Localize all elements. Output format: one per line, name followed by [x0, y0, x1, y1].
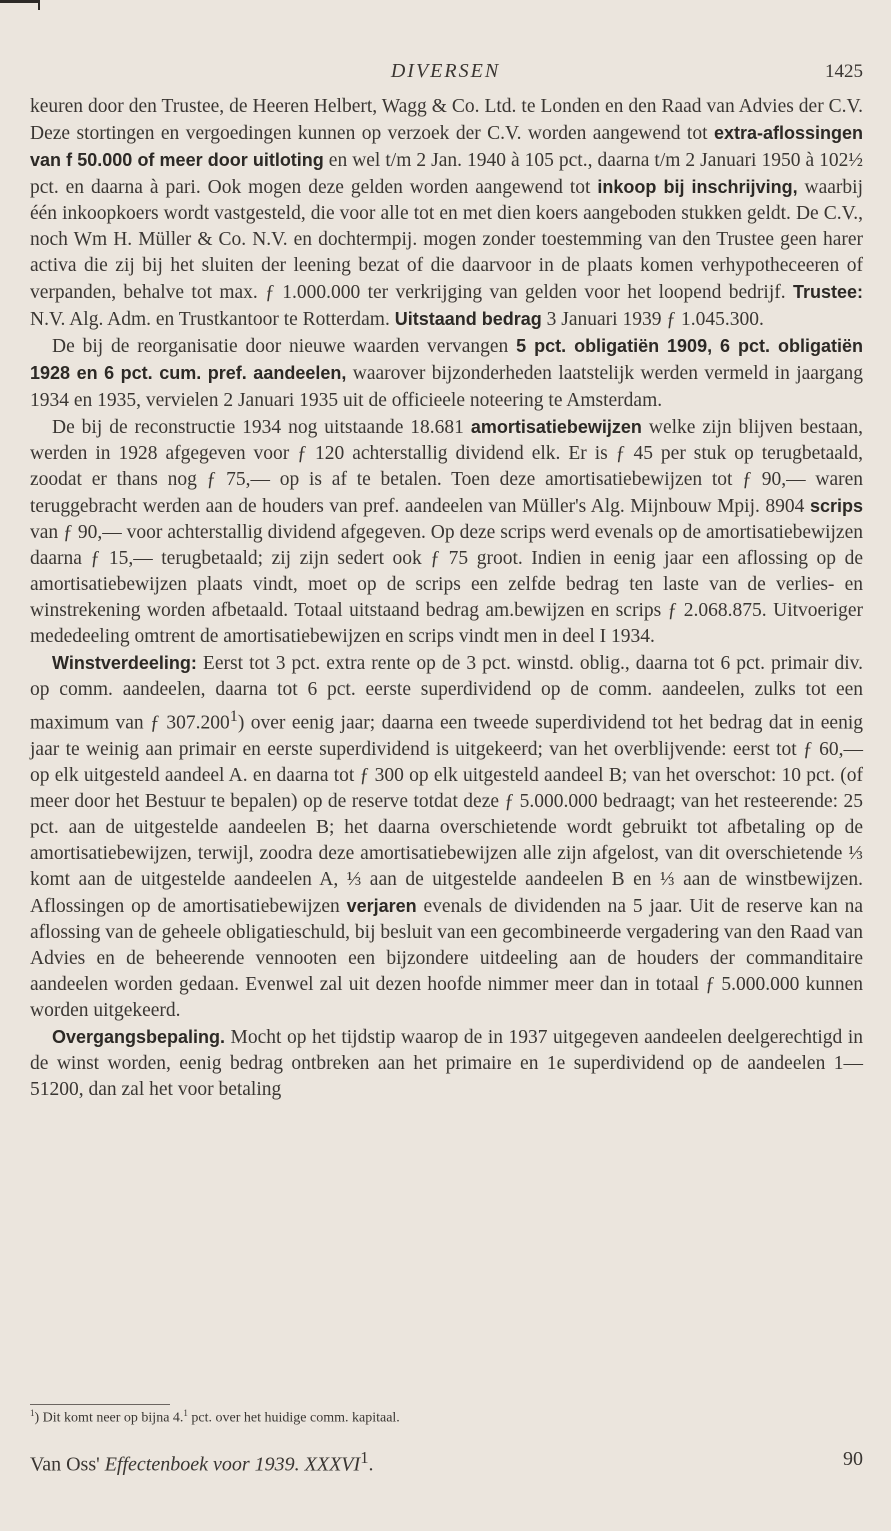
paragraph-overgangsbepaling [30, 1024, 863, 1103]
text-run: ) over eenig jaar; daarna een tweede superdividend tot het bedrag dat in eenig jaar te weinig aan primair en eerste superdividend is uitgekeerd; van het overblijvende: eerst tot ƒ 60,— op elk uitgesteld aandeel A. en daarna tot ƒ 300 op elk uitgesteld aandeel B; van het overschot: 10 pct. (of meer door het Bestuur te bepalen) op de reserve totdat deze ƒ 5.000.000 bedraagt; van het resteerende: 25 pct. aan de uitgestelde aandeelen B; het daarna overschietende wordt gebruikt tot afbetaling op de amortisatiebewijzen, terwijl, zoodra deze amortisatiebewijzen alle zijn afgelost, van dit overschietende ⅓ komt aan de uitgestelde aandeelen A, ⅓ aan de uitgestelde aandeelen B en ⅓ aan de winstbewijzen. Aflossingen op de amortisatiebewijzen [30, 712, 864, 917]
bold-term: scrips [809, 495, 863, 516]
bold-term: amortisatiebewijzen [470, 416, 642, 437]
bold-term: extra-aflossingen van f 50.000 of meer door uitloting [30, 123, 863, 171]
bold-term: 5 pct. obligatiën 1909, 6 pct. obligatiën 1928 en 6 pct. cum. pref. aandeelen, [30, 336, 863, 384]
footnote [30, 1408, 400, 1427]
footnote-ref: 1 [229, 707, 238, 726]
text-run: en wel t/m 2 Jan. 1940 à 105 pct., daarna t/m 2 Januari 1950 à 102½ pct. en daarna à pari. Ook mogen deze gelden worden aangewend tot [30, 150, 863, 199]
book-title-italic: Effectenboek voor 1939. XXXVI [104, 1453, 361, 1476]
text-run: keuren door den Trustee, de Heeren Helbert, Wagg & Co. Ltd. te Londen en den Raad van Advies der C.V. Deze stortingen en vergoedingen kunnen op verzoek der C.V. worden aangewend tot [30, 96, 863, 145]
text-run: Mocht op het tijdstip waarop de in 1937 uitgegeven aandeelen deelgerechtigd in de winst worden, eenig bedrag ontbreken aan het primaire en 1e superdividend op de aandeelen 1—51200, dan zal het voor betaling [30, 1027, 863, 1101]
text-run: evenals de dividenden na 5 jaar. Uit de reserve kan na aflossing van de geheele obligatieschuld, bij besluit van een gecombineerde vergadering van den Raad van Advies en de beheerende vennooten een bijzondere uitdeeling aan de houders der commanditaire aandeelen worden gedaan. Evenwel zal uit dezen hoofde nimmer meer dan in totaal ƒ 5.000.000 kunnen worden uitgekeerd. [30, 895, 863, 1022]
book-suffix: . [368, 1453, 374, 1476]
bold-term: inkoop bij inschrijving, [597, 177, 798, 198]
text-run: Eerst tot 3 pct. extra rente op de 3 pct. winstd. oblig., daarna tot 6 pct. primair div. op comm. aandeelen, daarna tot 6 pct. eerste superdividend op de comm. aandeelen, zulks tot een maximum van ƒ 307.200 [30, 652, 863, 734]
bold-term: verjaren [346, 895, 417, 916]
corner-crop-mark [0, 0, 40, 3]
paragraph-reorganisatie [30, 333, 863, 413]
text-run: De bij de reconstructie 1934 nog uitstaande 18.681 [52, 416, 471, 438]
text-run: welke zijn blijven bestaan, werden in 1928 afgegeven voor ƒ 120 achterstallig dividend elk. Er is ƒ 45 per stuk op terugbetaald, zoodat er thans nog ƒ 75,— op is af te betalen. Toen deze amortisatiebewijzen tot ƒ 90,— waren teruggebracht werden aan de houders van pref. aandeelen van Müller's Alg. Mijnbouw Mpij. 8904 [30, 416, 863, 517]
text-run: 3 Januari 1939 ƒ 1.045.300. [541, 309, 764, 331]
text-run: waarbij één inkoopkoers wordt vastgesteld, die voor alle tot en met dien koers aangeboden stukken geldt. De C.V., noch Wm H. Müller & Co. N.V. en dochtermpij. mogen zonder toestemming van den Trustee geen harer activa die zij bij het sluiten der leening bezat of die daarvoor in de plaats komen verhypotheceeren of verpanden, behalve tot max. ƒ 1.000.000 ter verkrijging van gelden voor het loopend bedrijf. [30, 177, 863, 304]
text-run: van ƒ 90,— voor achterstallig dividend afgegeven. Op deze scrips werd evenals op de amortisatiebewijzen daarna ƒ 15,— terugbetaald; zij zijn sedert ook ƒ 75 groot. Indien in eenig jaar een aflossing op de amortisatiebewijzen plaats vindt, moet op de scrips een zelfde bedrag ten laste van de verlies- en winstrekening worden afbetaald. Totaal uitstaand bedrag am.bewijzen en scrips ƒ 2.068.875. Uitvoeriger mededeeling omtrent de amortisatiebewijzen en scrips vindt men in deel I 1934. [30, 521, 863, 647]
text-run: De bij de reorganisatie door nieuwe waarden vervangen [52, 336, 517, 358]
footnote-text: ) Dit komt neer op bijna 4. [34, 1410, 184, 1426]
footnote-text: pct. over het huidige comm. kapitaal. [187, 1410, 400, 1426]
paragraph-amortisatie [30, 414, 863, 650]
paragraph-trustee [30, 94, 863, 333]
footnote-mark: 1 [30, 1408, 35, 1418]
footnote-sup: 1 [183, 1408, 188, 1418]
footnote-rule [30, 1404, 170, 1405]
page-number-bottom: 90 [843, 1448, 863, 1470]
corner-crop-mark-vertical [38, 0, 40, 10]
running-head [0, 60, 891, 90]
running-title: DIVERSEN [390, 60, 501, 82]
text-run: N.V. Alg. Adm. en Trustkantoor te Rotterdam. [30, 309, 395, 331]
text-run: waarover bijzonderheden laatstelijk werden vermeld in jaargang 1934 en 1935, vervielen 2 Januari 1935 uit de officieele noteering te Amsterdam. [30, 363, 864, 411]
bold-term: Overgangsbepaling. [52, 1027, 226, 1048]
paragraph-winstverdeeling [30, 650, 863, 1024]
body-text [30, 94, 863, 1103]
page-footer [30, 1448, 863, 1474]
bold-term: Trustee: [792, 282, 863, 303]
book-prefix: Van Oss' [30, 1453, 105, 1476]
book-title [30, 1448, 374, 1477]
book-sup: 1 [360, 1448, 369, 1467]
page-number-top: 1425 [825, 61, 863, 82]
bold-term: Winstverdeeling: [52, 652, 197, 673]
bold-term: Uitstaand bedrag [394, 309, 542, 330]
